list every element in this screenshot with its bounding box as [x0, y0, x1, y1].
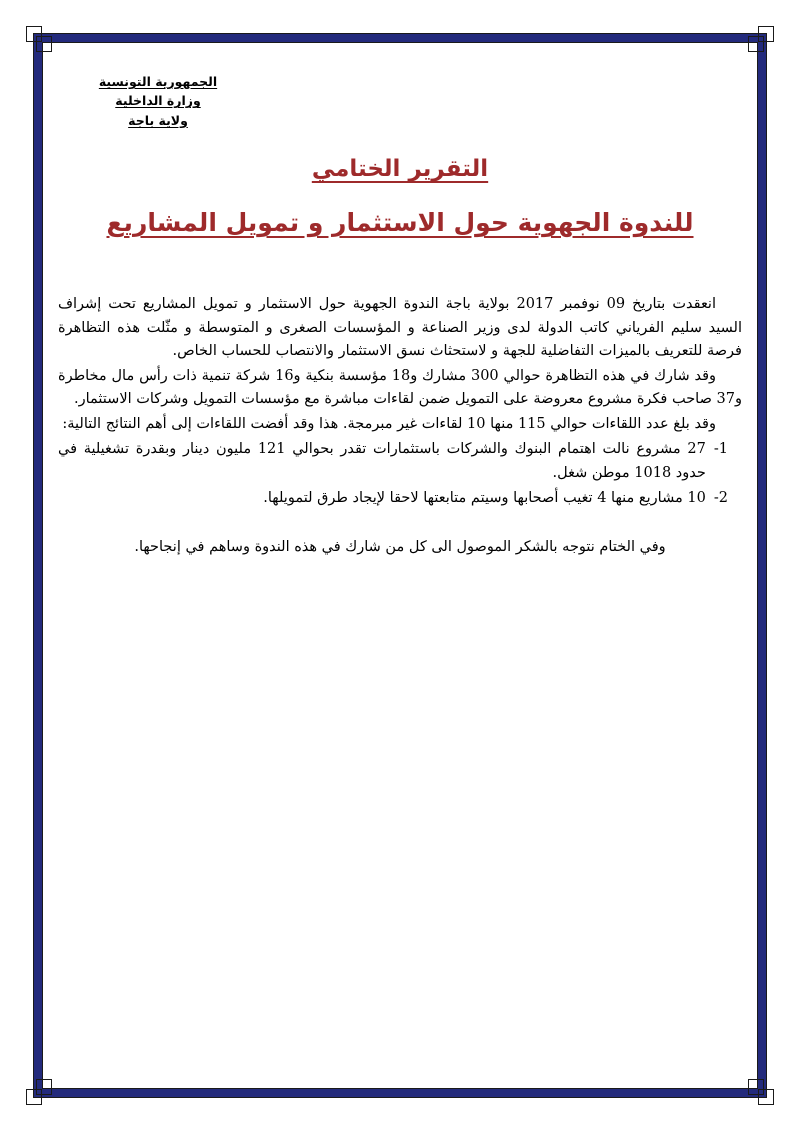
list-item: [58, 487, 742, 510]
letterhead-governorate: ولاية باجة: [128, 112, 188, 128]
document-content: [58, 58, 742, 1073]
letterhead-ministry: وزارة الداخلية: [115, 93, 201, 109]
results-list: [58, 438, 742, 510]
document-body: [58, 293, 742, 560]
list-item-text: 27 مشروع نالت اهتمام البنوك والشركات باستثمارات تقدر بحوالي 121 مليون دينار وبقدرة تشغيلية في حدود 1018 موطن شغل.: [58, 441, 706, 481]
body-paragraph-3: وقد بلغ عدد اللقاءات حوالي 115 منها 10 لقاءات غير مبرمجة. هذا وقد أفضت اللقاءات إلى أهم النتائج التالية:: [62, 415, 716, 432]
letterhead-country: الجمهورية التونسية: [98, 74, 218, 89]
body-paragraph-1: انعقدت بتاريخ 09 نوفمبر 2017 بولاية باجة الندوة الجهوية حول الاستثمار و تمويل المشاريع تحت إشراف السيد سليم الفرياني كاتب الدولة لدى وزير الصناعة و المؤسسات الصغرى و المتوسطة و مثّلت هذه التظاهرة فرصة للتعريف بالميزات التفاضلية للجهة و لاستحثاث نسق الاستثمار والانتصاب للحساب الخاص.: [58, 296, 742, 360]
letterhead: [58, 72, 258, 130]
list-item: [58, 438, 742, 485]
list-item-text: 10 مشاريع منها 4 تغيب أصحابها وسيتم متابعتها لاحقا لإيجاد طرق لتمويلها.: [263, 490, 706, 506]
document-title-line-1-wrap: [58, 156, 742, 182]
body-paragraph-2: وقد شارك في هذه التظاهرة حوالي 300 مشارك و18 مؤسسة بنكية و16 شركة تنمية ذات رأس مال مخاطرة و37 صاحب فكرة مشروع معروضة على التمويل ضمن لقاءات مباشرة مع مؤسسات التمويل وشركات الاستثمار.: [58, 367, 742, 408]
document-title-primary: التقرير الختامي: [311, 156, 489, 183]
title-block: [58, 156, 742, 237]
closing-paragraph: وفي الختام نتوجه بالشكر الموصول الى كل من شارك في هذه الندوة وساهم في إنجاحها.: [134, 539, 666, 556]
document-title-secondary: للندوة الجهوية حول الاستثمار و تمويل المشاريع: [106, 208, 694, 238]
list-item-marker: 1-: [713, 441, 728, 458]
document-title-line-2-wrap: [58, 208, 742, 237]
list-item-marker: 2-: [713, 490, 728, 506]
